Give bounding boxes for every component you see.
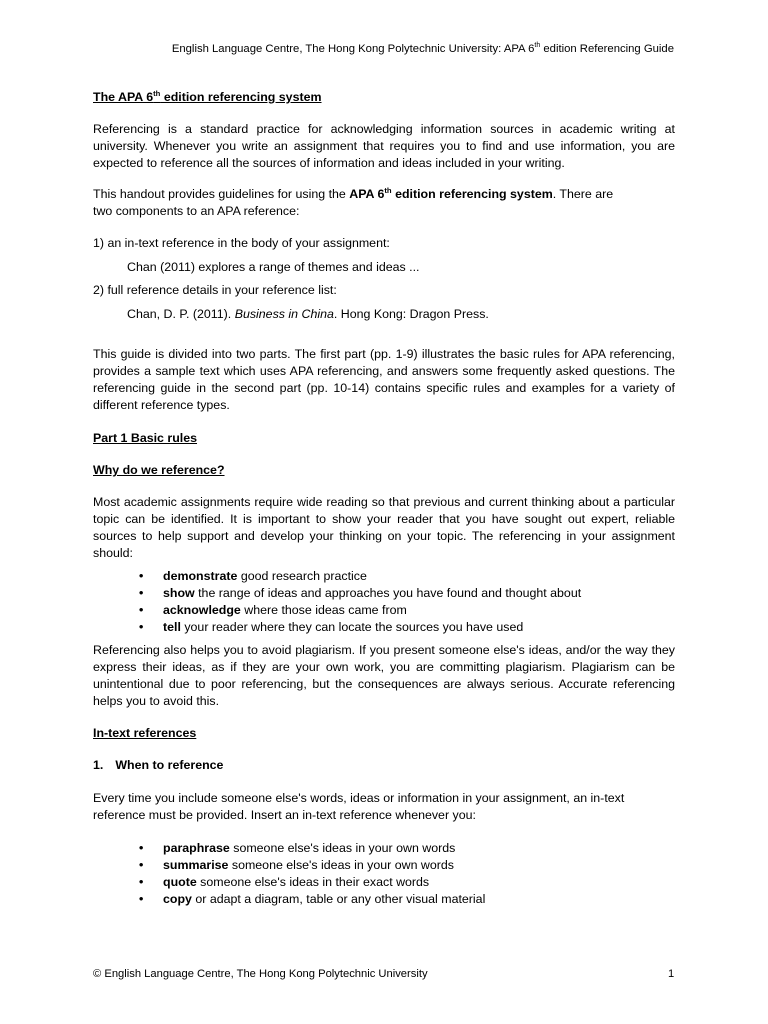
page-number: 1 — [668, 968, 675, 980]
header-text: English Language Centre, The Hong Kong Polytechnic University: APA 6 — [171, 43, 535, 55]
when-heading: 1. When to reference — [93, 758, 224, 772]
bullet-icon: • — [139, 858, 144, 872]
component-1-label: 1) an in-text reference in the body of your assignment: — [93, 236, 390, 250]
list-item: • show the range of ideas and approaches you have found and thought about — [139, 586, 582, 600]
bullet-icon: • — [139, 586, 144, 600]
list-item: • tell your reader where they can locate the sources you have used — [139, 620, 524, 634]
bullet-icon: • — [139, 892, 144, 906]
header-text-end: edition Referencing Guide — [540, 43, 674, 55]
list-item: • summarise someone else's ideas in your own words — [139, 858, 454, 872]
why-bullet-list — [137, 568, 657, 636]
bullet-icon: • — [139, 620, 144, 634]
handout-paragraph: This handout provides guidelines for using the APA 6th edition referencing system. There are two components to an APA reference: — [93, 185, 614, 218]
when-paragraph: Every time you include someone else's words, ideas or information in your assignment, an in-text reference must be provided. Insert an in-text reference whenever you: — [93, 791, 625, 822]
page-title: The APA 6th edition referencing system — [93, 88, 322, 104]
bullet-icon: • — [139, 841, 144, 855]
plagiarism-paragraph: Referencing also helps you to avoid plagiarism. If you present someone else's ideas, and/or the way they express their ideas, as if they are your own work, you are committing plagiarism. Plagiarism can be unintentional due to poor referencing, but the consequences are always serious. Accurate referencing helps you to avoid this. — [93, 643, 675, 708]
bullet-icon: • — [139, 603, 144, 617]
list-item: • demonstrate good research practice — [139, 569, 367, 583]
intext-heading: In-text references — [93, 726, 197, 740]
intro-paragraph: Referencing is a standard practice for acknowledging information sources in academic writing at university. Whenever you write an assignment that requires you to find and use information, you are expected to reference all the sources of information and ideas included in your writing. — [93, 122, 675, 170]
list-item: • quote someone else's ideas in their exact words — [139, 875, 430, 889]
component-2-label: 2) full reference details in your reference list: — [93, 283, 337, 297]
why-paragraph: Most academic assignments require wide reading so that previous and current thinking about a particular topic can be identified. It is important to show your reader that you have sought out expert, reliable sources to help support and develop your thinking on your topic. The referencing in your assignment should: — [93, 495, 675, 560]
guide-paragraph: This guide is divided into two parts. The first part (pp. 1-9) illustrates the basic rules for APA referencing, provides a sample text which uses APA referencing, and answers some frequently asked questions. The referencing guide in the second part (pp. 10-14) contains specific rules and examples for a variety of different reference types. — [93, 347, 675, 412]
when-bullet-list — [137, 840, 657, 908]
list-item: • copy or adapt a diagram, table or any other visual material — [139, 892, 486, 906]
part1-heading: Part 1 Basic rules — [93, 431, 198, 445]
bullet-icon: • — [139, 569, 144, 583]
why-heading: Why do we reference? — [93, 463, 225, 477]
footer-copyright: © English Language Centre, The Hong Kong Polytechnic University — [93, 968, 428, 980]
bullet-icon: • — [139, 875, 144, 889]
list-item: • paraphrase someone else's ideas in your own words — [139, 841, 456, 855]
list-item: • acknowledge where those ideas came from — [139, 603, 407, 617]
header-superscript: th — [534, 42, 541, 50]
running-header — [172, 41, 674, 58]
component-2-example: Chan, D. P. (2011). Business in China. Hong Kong: Dragon Press. — [127, 307, 489, 321]
component-1-example: Chan (2011) explores a range of themes and ideas ... — [127, 260, 420, 274]
